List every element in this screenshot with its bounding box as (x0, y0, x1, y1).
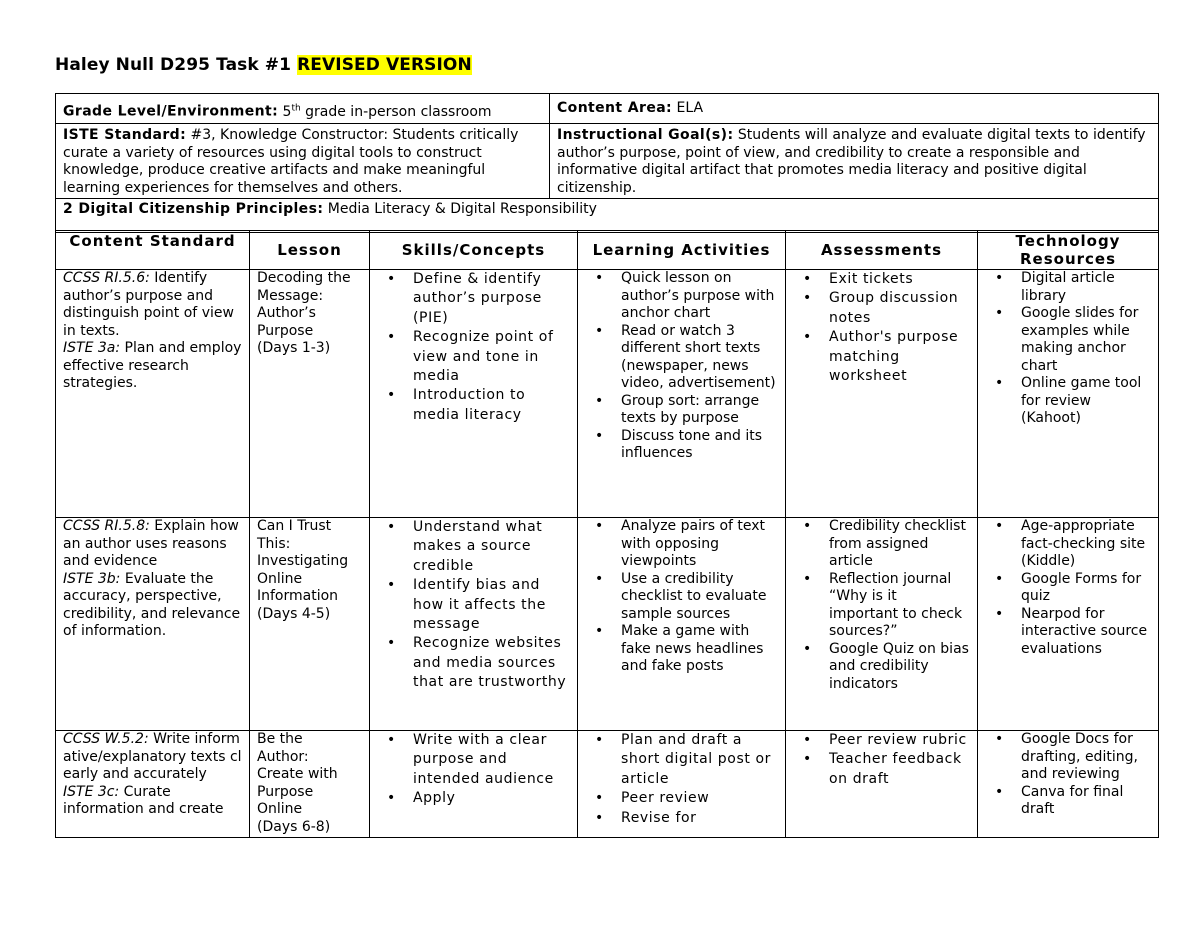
standard-code: CCSS RI.5.6: (63, 270, 150, 286)
header-table (55, 93, 1159, 233)
standard-text: Explain how an author uses reasons and evidence (63, 518, 239, 569)
list-item: • Age-appropriate fact-checking site (Kiddle) (985, 518, 1151, 571)
lesson-line: Online (257, 570, 303, 587)
standard-code: ISTE 3b: (63, 570, 121, 587)
standard-code: CCSS W.5.2: (63, 731, 149, 747)
list-item: • Nearpod for interactive source evaluations (985, 606, 1151, 659)
lesson-cell (250, 270, 370, 518)
list-item: • Peer review rubric (793, 731, 970, 750)
table-row (56, 518, 1159, 731)
list-item: • Recognize websites and media sources that are trustworthy (377, 634, 570, 692)
lesson-cell (250, 731, 370, 838)
digital-citizenship-value: Media Literacy & Digital Responsibility (327, 201, 597, 217)
list-item: • Google slides for examples while making anchor chart (985, 305, 1151, 375)
lesson-line: Author: (257, 748, 309, 765)
list-item: • Apply (377, 789, 570, 808)
list-item: • Peer review (585, 789, 778, 808)
list-item: • Teacher feedback on draft (793, 750, 970, 789)
resources-cell (978, 270, 1159, 518)
list-item: • Make a game with fake news headlines and fake posts (585, 623, 778, 676)
standard-code: CCSS RI.5.8: (63, 518, 150, 534)
table-row (56, 270, 1159, 518)
digital-citizenship-cell (56, 199, 1159, 233)
lesson-line: (Days 4-5) (257, 605, 331, 622)
revised-version-highlight: REVISED VERSION (297, 55, 472, 75)
standard-text: Evaluate the accuracy, perspective, credibility, and relevance of information. (63, 570, 241, 639)
list-item: • Recognize point of view and tone in media (377, 328, 570, 386)
lesson-line: Create with (257, 766, 338, 782)
standard-text: Curate information and create (63, 783, 224, 817)
instructional-goal-label: Instructional Goal(s): (557, 127, 734, 143)
list-item: • Read or watch 3 different short texts (newspaper, news video, advertisement) (585, 323, 778, 393)
lesson-cell (250, 518, 370, 731)
list-item: • Understand what makes a source credible (377, 518, 570, 576)
list-item: • Reflection journal “Why is it important to check sources?” (793, 571, 970, 641)
list-item: • Define & identify author’s purpose (PIE) (377, 270, 570, 328)
lesson-line: Online (257, 801, 303, 817)
list-item: • Identify bias and how it affects the message (377, 576, 570, 634)
iste-standard-label: ISTE Standard: (63, 127, 187, 143)
activities-cell (578, 270, 786, 518)
skills-cell (370, 731, 578, 838)
content-area-label: Content Area: (557, 100, 673, 116)
list-item: • Quick lesson on author’s purpose with anchor chart (585, 270, 778, 323)
instructional-goal-value: Students will analyze and evaluate digital texts to identify author’s purpose, point of view, and credibility to create a responsible and informative digital artifact that promotes media literacy and positive digital citizenship. (557, 127, 1146, 196)
table-row (56, 731, 1159, 838)
column-header: Lesson (250, 231, 370, 270)
list-item: • Introduction to media literacy (377, 386, 570, 425)
lesson-line: Purpose (257, 783, 314, 800)
lesson-line: Can I Trust (257, 518, 332, 534)
list-item: • Author's purpose matching worksheet (793, 328, 970, 386)
lesson-line: Message: (257, 287, 324, 304)
assessments-cell (786, 270, 978, 518)
list-item: • Google Quiz on bias and credibility indicators (793, 641, 970, 694)
list-item: • Google Forms for quiz (985, 571, 1151, 606)
content-area-cell (550, 94, 1159, 124)
list-item: • Discuss tone and its influences (585, 428, 778, 463)
standard-code: ISTE 3a: (63, 340, 121, 356)
lesson-line: Purpose (257, 322, 314, 339)
lesson-line: Investigating (257, 553, 349, 569)
content-area-value: ELA (676, 100, 704, 116)
list-item: • Plan and draft a short digital post or article (585, 731, 778, 789)
lesson-line: This: (257, 535, 291, 552)
column-header: Content Standard (56, 231, 250, 270)
list-item: • Google Docs for drafting, editing, and reviewing (985, 731, 1151, 784)
resources-cell (978, 731, 1159, 838)
standard-code: ISTE 3c: (63, 783, 120, 800)
standard-text: Write informative/explanatory texts clearly and accurately (63, 731, 242, 782)
list-item: • Digital article library (985, 270, 1151, 305)
list-item: • Exit tickets (793, 270, 970, 289)
digital-citizenship-label: 2 Digital Citizenship Principles: (63, 201, 324, 217)
content-standard-cell (56, 731, 250, 838)
title-prefix: Haley Null D295 Task #1 (55, 55, 292, 75)
column-header: Learning Activities (578, 231, 786, 270)
lesson-line: Author’s (257, 305, 316, 321)
instructional-goal-cell (550, 124, 1159, 199)
standard-text: Identify author’s purpose and distinguish point of view in texts. (63, 270, 234, 339)
list-item: • Credibility checklist from assigned article (793, 518, 970, 571)
column-header: Skills/Concepts (370, 231, 578, 270)
grade-level-label: Grade Level/Environment: (63, 103, 279, 120)
standard-text: Plan and employ effective research strategies. (63, 340, 242, 391)
column-header-row (56, 231, 1159, 270)
iste-standard-value: #3, Knowledge Constructor: Students critically curate a variety of resources using digital tools to construct knowledge, produce creative artifacts and make meaningful learning experiences for themselves and others. (63, 127, 519, 196)
list-item: • Analyze pairs of text with opposing viewpoints (585, 518, 778, 571)
lesson-line: Be the (257, 731, 303, 747)
skills-cell (370, 270, 578, 518)
list-item: • Group sort: arrange texts by purpose (585, 393, 778, 428)
list-item: • Write with a clear purpose and intended audience (377, 731, 570, 789)
grade-level-cell (56, 94, 550, 124)
column-header: Technology Resources (978, 231, 1159, 270)
page-title (55, 55, 472, 75)
list-item: • Online game tool for review (Kahoot) (985, 375, 1151, 428)
lesson-line: Information (257, 588, 339, 604)
resources-cell (978, 518, 1159, 731)
skills-cell (370, 518, 578, 731)
list-item: • Canva for final draft (985, 784, 1151, 819)
assessments-cell (786, 518, 978, 731)
content-standard-cell (56, 518, 250, 731)
iste-standard-cell (56, 124, 550, 199)
lesson-line: (Days 6-8) (257, 818, 331, 835)
content-standard-cell (56, 270, 250, 518)
activities-cell (578, 518, 786, 731)
list-item: • Use a credibility checklist to evaluate sample sources (585, 571, 778, 624)
list-item: • Group discussion notes (793, 289, 970, 328)
assessments-cell (786, 731, 978, 838)
lesson-plan-table (55, 230, 1159, 838)
lesson-line: Decoding the (257, 270, 351, 286)
list-item: • Revise for (585, 809, 778, 828)
grade-level-value: 5th grade in-person classroom (282, 103, 492, 120)
activities-cell (578, 731, 786, 838)
lesson-line: (Days 1-3) (257, 340, 331, 356)
column-header: Assessments (786, 231, 978, 270)
